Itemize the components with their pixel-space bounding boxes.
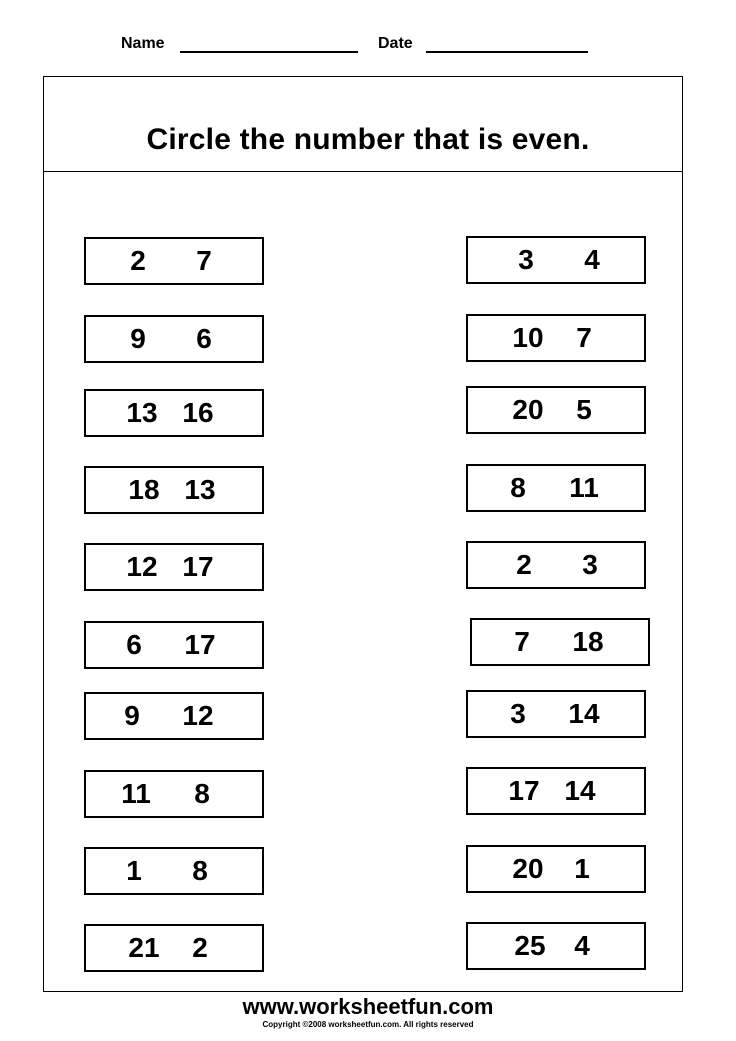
worksheet-header — [0, 32, 736, 56]
number-pair-box — [470, 618, 650, 666]
first-number[interactable]: 2 — [516, 549, 532, 580]
name-label: Name — [121, 35, 165, 52]
first-number[interactable]: 25 — [514, 930, 546, 961]
first-number[interactable]: 21 — [128, 932, 160, 963]
second-number[interactable]: 16 — [182, 397, 214, 428]
number-pair-box — [84, 770, 264, 818]
number-pair-box — [466, 236, 646, 284]
first-number[interactable]: 9 — [124, 700, 140, 731]
first-number[interactable]: 12 — [126, 551, 158, 582]
second-number[interactable]: 14 — [564, 775, 596, 806]
number-pair-box — [466, 845, 646, 893]
first-number[interactable]: 3 — [518, 244, 534, 275]
number-pair-box — [84, 621, 264, 669]
second-number[interactable]: 4 — [584, 244, 600, 275]
second-number[interactable]: 7 — [196, 245, 212, 276]
footer-copyright: Copyright ©2008 worksheetfun.com. All rights reserved — [262, 1020, 474, 1029]
first-number[interactable]: 9 — [130, 323, 146, 354]
worksheet-title: Circle the number that is even. — [146, 123, 590, 156]
name-field[interactable] — [180, 51, 358, 53]
number-pair-box — [466, 314, 646, 362]
second-number[interactable]: 8 — [192, 855, 208, 886]
date-field[interactable] — [426, 51, 588, 53]
second-number[interactable]: 3 — [582, 549, 598, 580]
second-number[interactable]: 7 — [576, 322, 592, 353]
second-number[interactable]: 14 — [568, 698, 600, 729]
number-pair-box — [84, 543, 264, 591]
number-pair-box — [466, 541, 646, 589]
number-pair-box — [466, 922, 646, 970]
second-number[interactable]: 4 — [574, 930, 590, 961]
number-pair-box — [466, 767, 646, 815]
first-number[interactable]: 20 — [512, 853, 544, 884]
number-pair-box — [84, 466, 264, 514]
second-number[interactable]: 5 — [576, 394, 592, 425]
number-pair-box — [84, 315, 264, 363]
first-number[interactable]: 1 — [126, 855, 142, 886]
number-pair-box — [466, 386, 646, 434]
second-number[interactable]: 17 — [184, 629, 216, 660]
first-number[interactable]: 3 — [510, 698, 526, 729]
first-number[interactable]: 18 — [128, 474, 160, 505]
second-number[interactable]: 17 — [182, 551, 214, 582]
footer-url: www.worksheetfun.com — [242, 994, 494, 1019]
first-number[interactable]: 2 — [130, 245, 146, 276]
first-number[interactable]: 13 — [126, 397, 158, 428]
first-number[interactable]: 6 — [126, 629, 142, 660]
first-number[interactable]: 7 — [514, 626, 530, 657]
first-number[interactable]: 20 — [512, 394, 544, 425]
second-number[interactable]: 6 — [196, 323, 212, 354]
number-pair-box — [84, 389, 264, 437]
first-number[interactable]: 8 — [510, 472, 526, 503]
second-number[interactable]: 2 — [192, 932, 208, 963]
first-number[interactable]: 17 — [508, 775, 540, 806]
first-number[interactable]: 11 — [121, 778, 151, 809]
date-label: Date — [378, 35, 413, 52]
first-number[interactable]: 10 — [512, 322, 544, 353]
second-number[interactable]: 13 — [184, 474, 216, 505]
number-pair-box — [84, 237, 264, 285]
number-pair-box — [466, 464, 646, 512]
second-number[interactable]: 12 — [182, 700, 214, 731]
number-pair-box — [84, 924, 264, 972]
number-pair-box — [84, 847, 264, 895]
title-divider — [43, 171, 683, 172]
number-pair-box — [466, 690, 646, 738]
second-number[interactable]: 11 — [569, 472, 599, 503]
second-number[interactable]: 18 — [572, 626, 604, 657]
number-pair-box — [84, 692, 264, 740]
second-number[interactable]: 1 — [574, 853, 590, 884]
second-number[interactable]: 8 — [194, 778, 210, 809]
